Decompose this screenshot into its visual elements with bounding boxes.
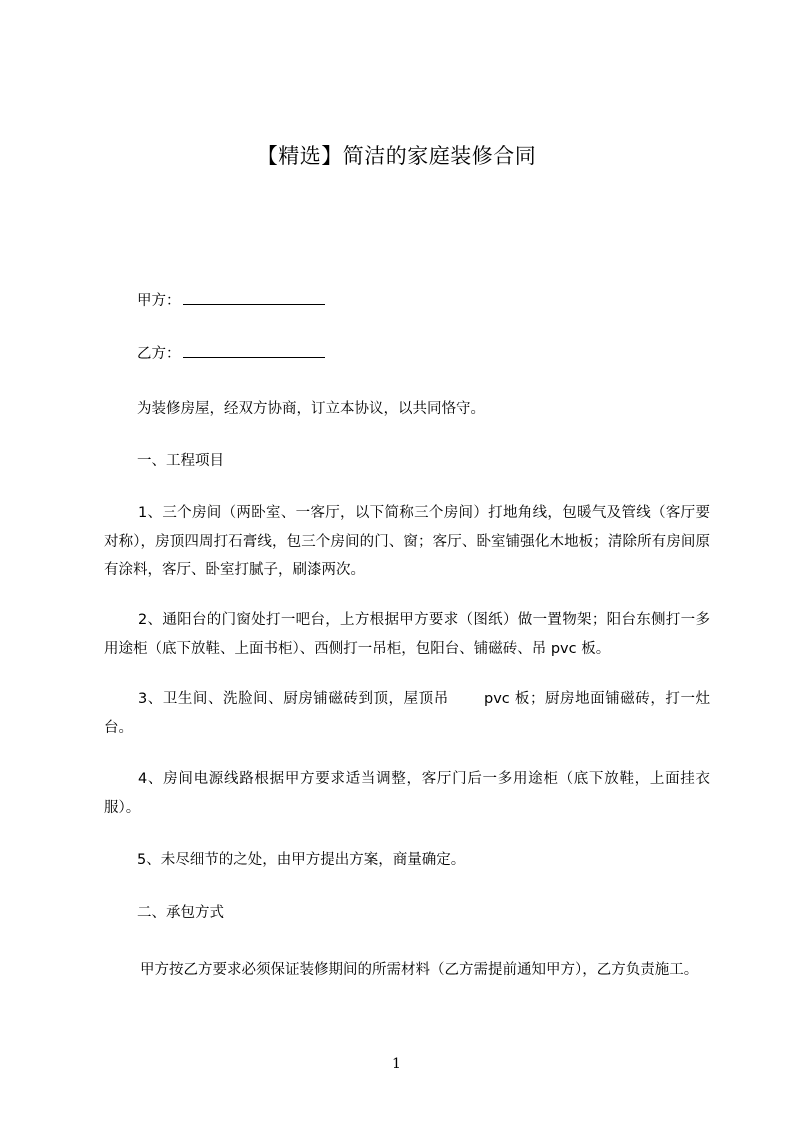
- section-2-heading: 二、承包方式: [137, 905, 224, 921]
- item-4-paragraph: 4、房间电源线路根据甲方要求适当调整，客厅门后一多用途柜（底下放鞋，上面挂衣服）。: [104, 771, 710, 816]
- party-a-line: [137, 287, 325, 316]
- document-title: 【精选】简洁的家庭装修合同: [256, 144, 537, 168]
- page-number: 1: [392, 1056, 401, 1072]
- section-1-heading: 一、工程项目: [137, 453, 224, 469]
- party-a-blank: [183, 290, 325, 305]
- item-5-paragraph: 5、未尽细节的之处，由甲方提出方案，商量确定。: [137, 852, 466, 868]
- party-b-blank: [183, 343, 325, 358]
- party-a-label: 甲方：: [137, 293, 181, 309]
- party-b-label: 乙方：: [137, 346, 181, 362]
- item-3-paragraph: 3、卫生间、洗脸间、厨房铺磁砖到顶，屋顶吊 pvc 板；厨房地面铺磁砖，打一灶台。: [104, 691, 710, 736]
- item-2-paragraph: 2、通阳台的门窗处打一吧台，上方根据甲方要求（图纸）做一置物架；阳台东侧打一多用途柜（底下放鞋、上面书柜）、西侧打一吊柜，包阳台、铺磁砖、吊 pvc 板。: [104, 612, 710, 657]
- item-1-paragraph: 1、三个房间（两卧室、一客厅，以下简称三个房间）打地角线，包暖气及管线（客厅要对称），房顶四周打石膏线，包三个房间的门、窗；客厅、卧室铺强化木地板；清除所有房间原有涂料，客厅、卧室打腻子，刷漆两次。: [104, 505, 710, 578]
- section-2-paragraph: 甲方按乙方要求必须保证装修期间的所需材料（乙方需提前通知甲方），乙方负责施工。: [140, 962, 699, 978]
- intro-paragraph: 为装修房屋，经双方协商，订立本协议，以共同恪守。: [137, 401, 485, 417]
- party-b-line: [137, 340, 325, 369]
